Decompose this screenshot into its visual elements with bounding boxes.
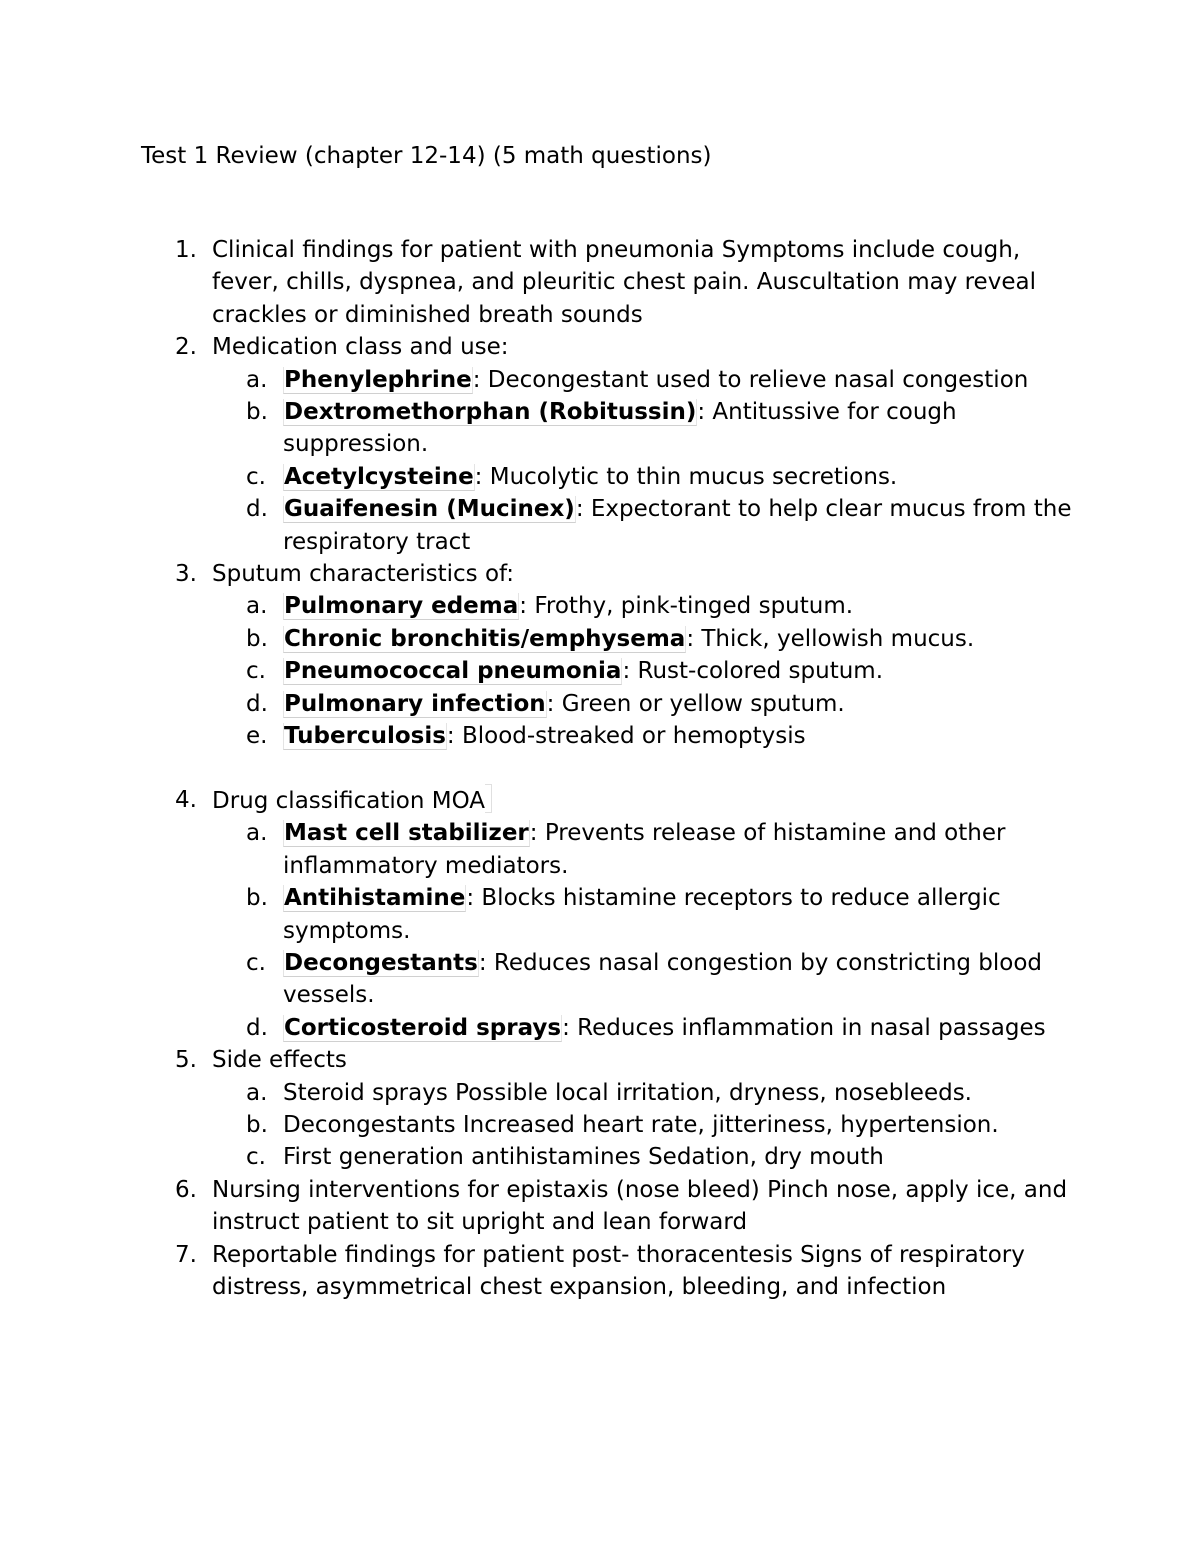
medication-desc: : Mucolytic to thin mucus secretions. (474, 463, 898, 490)
list-number: 2. (175, 334, 197, 361)
drug-class-desc: : Reduces inflammation in nasal passages (562, 1014, 1046, 1041)
sub-letter: b. (246, 399, 268, 426)
list-item-2 (0, 331, 1072, 363)
sub-item-2d (0, 493, 1073, 558)
sub-item-4c (0, 947, 1073, 1012)
sub-item-5a (0, 1077, 1073, 1109)
drug-class-desc: : Prevents release of histamine and other inflammatory mediators. (283, 820, 1006, 879)
sub-letter: c. (246, 950, 266, 977)
list-item-text: Reportable findings for patient post- thoracentesis Signs of respiratory distress, asymmetrical chest expansion, bleeding, and infection (212, 1241, 1025, 1301)
review-list-part-1 (0, 234, 1200, 753)
document-title: Test 1 Review (chapter 12-14) (5 math questions) (141, 143, 712, 169)
sub-item-3b (0, 623, 1073, 655)
drug-class-term: Decongestants (284, 950, 478, 977)
sub-letter: d. (246, 496, 268, 523)
list-item-text: Medication class and use: (212, 334, 509, 361)
sub-item-3c (0, 655, 1073, 687)
sputum-desc: : Frothy, pink-tinged sputum. (519, 593, 854, 620)
drug-class-desc: : Reduces nasal congestion by constricting blood vessels. (283, 950, 1043, 1009)
list-item-1 (0, 234, 1072, 331)
drug-class-term: Corticosteroid sprays (284, 1014, 562, 1041)
sputum-desc: : Rust-colored sputum. (622, 658, 883, 685)
comment-anchor-box (485, 784, 492, 813)
sputum-term: Pneumococcal pneumonia (284, 658, 622, 685)
sub-item-3e (0, 720, 1073, 752)
sub-letter: b. (246, 625, 268, 652)
list-number: 5. (175, 1047, 197, 1074)
sub-item-4a (0, 817, 1073, 882)
drug-class-term: Mast cell stabilizer (284, 820, 529, 847)
medication-term: Acetylcysteine (284, 463, 474, 490)
list-item-text: Drug classification MOA (212, 788, 486, 814)
sub-item-3a (0, 590, 1073, 622)
list-number: 3. (175, 561, 197, 588)
list-number: 7. (175, 1241, 197, 1268)
list-item-text: Nursing interventions for epistaxis (nose bleed) Pinch nose, apply ice, and instruct patient to sit upright and lean forward (212, 1176, 1068, 1236)
side-effect-text: Steroid sprays Possible local irritation, dryness, nosebleeds. (283, 1079, 972, 1106)
sub-letter: a. (246, 593, 268, 620)
list-item-text: Sputum characteristics of: (212, 561, 515, 588)
sputum-desc: : Green or yellow sputum. (546, 690, 845, 717)
sub-item-2c (0, 461, 1073, 493)
sputum-term: Pulmonary edema (284, 593, 519, 620)
sub-letter: c. (246, 463, 266, 490)
sputum-term: Tuberculosis (284, 723, 446, 750)
sub-letter: c. (246, 1144, 266, 1171)
medication-desc: : Antitussive for cough suppression. (283, 399, 957, 458)
sub-letter: d. (246, 1014, 268, 1041)
list-item-7 (0, 1239, 1072, 1304)
sputum-desc: : Thick, yellowish mucus. (686, 625, 975, 652)
list-item-text: Side effects (212, 1047, 347, 1074)
review-list-part-2 (0, 784, 1200, 1304)
medication-desc: : Expectorant to help clear mucus from the respiratory tract (283, 496, 1072, 555)
medication-desc: : Decongestant used to relieve nasal congestion (472, 366, 1029, 393)
list-item-4 (0, 784, 1072, 817)
sputum-desc: : Blood-streaked or hemoptysis (446, 723, 806, 750)
medication-term: Guaifenesin (Mucinex) (284, 496, 575, 523)
sputum-term: Pulmonary infection (284, 690, 546, 717)
sub-item-4d (0, 1012, 1073, 1044)
sub-item-2a (0, 364, 1073, 396)
side-effect-text: Decongestants Increased heart rate, jitteriness, hypertension. (283, 1112, 999, 1139)
drug-class-term: Antihistamine (284, 885, 466, 912)
list-number: 4. (175, 787, 197, 813)
list-number: 6. (175, 1176, 197, 1203)
sub-item-5b (0, 1109, 1073, 1141)
sub-letter: b. (246, 1112, 268, 1139)
sub-letter: c. (246, 658, 266, 685)
sub-item-5c (0, 1141, 1073, 1173)
sub-letter: d. (246, 690, 268, 717)
side-effect-text: First generation antihistamines Sedation, dry mouth (283, 1144, 884, 1171)
sub-item-4b (0, 882, 1073, 947)
list-item-text: Clinical findings for patient with pneumonia Symptoms include cough, fever, chills, dyspnea, and pleuritic chest pain. Auscultation may reveal crackles or diminished breath sounds (212, 237, 1036, 328)
sub-letter: a. (246, 820, 268, 847)
sub-item-3d (0, 688, 1073, 720)
list-item-6 (0, 1174, 1072, 1239)
medication-term: Phenylephrine (284, 366, 472, 393)
sub-letter: b. (246, 885, 268, 912)
sputum-term: Chronic bronchitis/emphysema (284, 625, 686, 652)
medication-term: Dextromethorphan (Robitussin) (284, 399, 697, 426)
list-number: 1. (175, 237, 197, 263)
sub-item-2b (0, 396, 1073, 461)
drug-class-desc: : Blocks histamine receptors to reduce allergic symptoms. (283, 885, 1001, 944)
sub-letter: a. (246, 1079, 268, 1106)
sub-letter: a. (246, 366, 268, 393)
sub-letter: e. (246, 723, 268, 750)
list-item-3 (0, 558, 1072, 590)
list-item-5 (0, 1044, 1072, 1076)
